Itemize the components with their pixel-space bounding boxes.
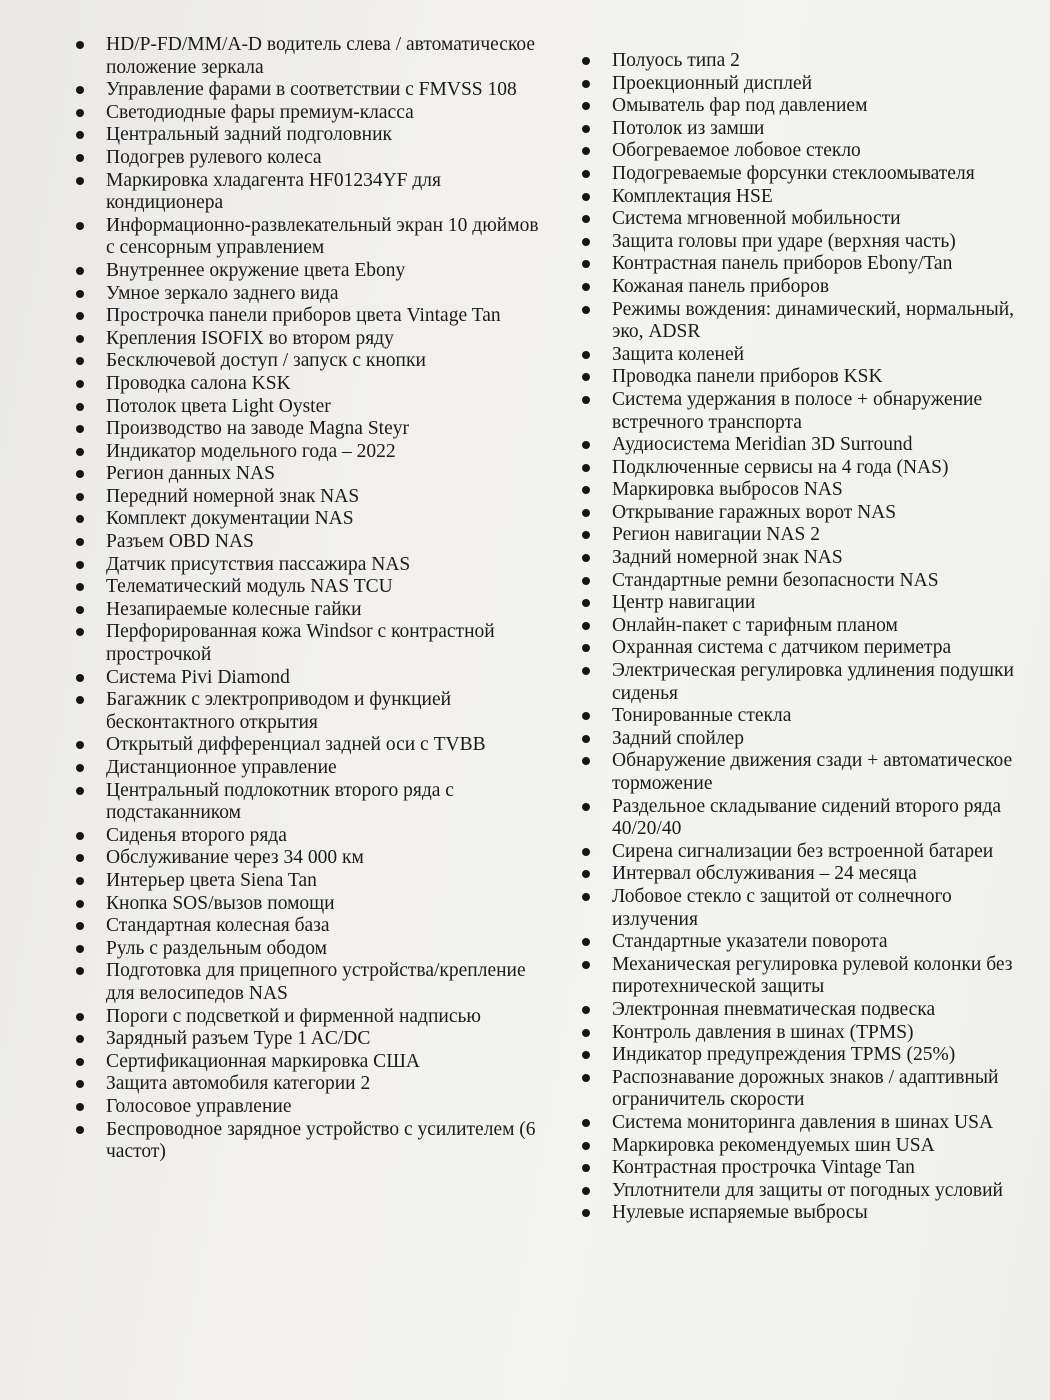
bullet-icon bbox=[76, 922, 84, 930]
feature-text: Контрастная прострочка Vintage Tan bbox=[612, 1157, 915, 1179]
feature-list-item bbox=[568, 1022, 1030, 1045]
feature-list-item bbox=[568, 841, 1030, 864]
bullet-icon bbox=[582, 577, 590, 585]
feature-list-item bbox=[62, 102, 552, 125]
bullet-icon bbox=[582, 1142, 590, 1150]
feature-text: Защита коленей bbox=[612, 343, 745, 365]
feature-list-item bbox=[62, 893, 552, 916]
feature-list-item bbox=[62, 689, 552, 734]
bullet-icon bbox=[582, 1164, 590, 1172]
feature-text: Система Pivi Diamond bbox=[106, 666, 290, 688]
feature-list-item bbox=[62, 599, 552, 622]
bullet-icon bbox=[582, 599, 590, 607]
feature-list-item bbox=[62, 938, 552, 961]
feature-text: Багажник с электроприводом и функцией бесконтактного открытия bbox=[106, 689, 452, 733]
feature-text: Интерьер цвета Siena Tan bbox=[106, 869, 317, 891]
feature-list-item bbox=[568, 863, 1030, 886]
feature-text: Подготовка для прицепного устройства/крепление для велосипедов NAS bbox=[106, 960, 526, 1004]
feature-list-item bbox=[62, 124, 552, 147]
bullet-icon bbox=[76, 357, 84, 365]
feature-list-item bbox=[568, 140, 1030, 163]
feature-text: Распознавание дорожных знаков / адаптивный ограничитель скорости bbox=[612, 1066, 999, 1111]
feature-text: Бесключевой доступ / запуск с кнопки bbox=[106, 350, 426, 372]
feature-text: Голосовое управление bbox=[106, 1095, 292, 1117]
feature-list-item bbox=[62, 576, 552, 599]
bullet-icon bbox=[582, 464, 590, 472]
feature-list-item bbox=[62, 418, 552, 441]
feature-text: Обслуживание через 34 000 км bbox=[106, 847, 364, 869]
feature-text: Крепления ISOFIX во втором ряду bbox=[106, 327, 394, 349]
feature-text: Система мониторинга давления в шинах USA bbox=[612, 1111, 994, 1133]
bullet-icon bbox=[582, 622, 590, 630]
bullet-icon bbox=[76, 1080, 84, 1088]
feature-list-item bbox=[568, 750, 1030, 795]
bullet-icon bbox=[582, 306, 590, 314]
feature-text: Центральный задний подголовник bbox=[106, 124, 393, 146]
feature-text: Система мгновенной мобильности bbox=[612, 208, 901, 230]
bullet-icon bbox=[76, 177, 84, 185]
feature-list-item bbox=[568, 344, 1030, 367]
feature-list-item bbox=[568, 592, 1030, 615]
feature-text: Лобовое стекло с защитой от солнечного излучения bbox=[612, 885, 952, 930]
feature-list-item bbox=[568, 479, 1030, 502]
feature-text: Подключенные сервисы на 4 года (NAS) bbox=[612, 456, 949, 478]
feature-text: Тонированные стекла bbox=[612, 705, 792, 727]
feature-text: Электронная пневматическая подвеска bbox=[612, 998, 936, 1020]
feature-list-item bbox=[62, 915, 552, 938]
feature-text: Сиденья второго ряда bbox=[106, 824, 287, 846]
feature-list-item bbox=[62, 1096, 552, 1119]
feature-list-item bbox=[568, 1202, 1030, 1225]
feature-text: Механическая регулировка рулевой колонки без пиротехнической защиты bbox=[612, 953, 1013, 998]
feature-list-item bbox=[62, 373, 552, 396]
bullet-icon bbox=[76, 1035, 84, 1043]
feature-list-item bbox=[62, 825, 552, 848]
feature-list-item bbox=[568, 954, 1030, 999]
feature-text: Кнопка SOS/вызов помощи bbox=[106, 892, 335, 914]
feature-text: Маркировка выбросов NAS bbox=[612, 479, 843, 501]
bullet-icon bbox=[76, 606, 84, 614]
feature-text: Незапираемые колесные гайки bbox=[106, 598, 362, 620]
feature-text: Онлайн-пакет с тарифным планом bbox=[612, 614, 898, 636]
right-feature-list bbox=[568, 50, 1030, 1225]
feature-list-item bbox=[62, 1006, 552, 1029]
feature-list-item bbox=[62, 215, 552, 260]
feature-text: Управление фарами в соответствии с FMVSS 108 bbox=[106, 79, 517, 101]
feature-text: Нулевые испаряемые выбросы bbox=[612, 1202, 868, 1224]
feature-list-item bbox=[62, 170, 552, 215]
bullet-icon bbox=[76, 222, 84, 230]
feature-text: Обогреваемое лобовое стекло bbox=[612, 140, 861, 162]
feature-list-item bbox=[568, 186, 1030, 209]
bullet-icon bbox=[76, 470, 84, 478]
bullet-icon bbox=[582, 373, 590, 381]
feature-text: Разъем OBD NAS bbox=[106, 531, 254, 553]
bullet-icon bbox=[582, 1006, 590, 1014]
bullet-icon bbox=[76, 696, 84, 704]
feature-text: Комплектация HSE bbox=[612, 185, 773, 207]
feature-text: Защита автомобиля категории 2 bbox=[106, 1073, 371, 1095]
feature-list-item bbox=[568, 1112, 1030, 1135]
feature-list-item bbox=[568, 95, 1030, 118]
bullet-icon bbox=[76, 1126, 84, 1134]
feature-list-item bbox=[62, 328, 552, 351]
feature-list-item bbox=[568, 434, 1030, 457]
feature-text: Передний номерной знак NAS bbox=[106, 485, 360, 507]
bullet-icon bbox=[582, 644, 590, 652]
feature-text: Подогрев рулевого колеса bbox=[106, 146, 322, 168]
feature-list-item bbox=[62, 757, 552, 780]
feature-text: Производство на заводе Magna Steyr bbox=[106, 418, 410, 440]
bullet-icon bbox=[582, 757, 590, 765]
feature-list-item bbox=[568, 73, 1030, 96]
feature-list-item bbox=[568, 1135, 1030, 1158]
bullet-icon bbox=[76, 86, 84, 94]
feature-text: Светодиодные фары премиум-класса bbox=[106, 101, 414, 123]
feature-text: Задний спойлер bbox=[612, 727, 744, 749]
feature-list-item bbox=[568, 705, 1030, 728]
feature-list-item bbox=[568, 570, 1030, 593]
feature-list-item bbox=[62, 260, 552, 283]
feature-text: Раздельное складывание сидений второго ряда 40/20/40 bbox=[612, 795, 1002, 840]
feature-list-item bbox=[568, 457, 1030, 480]
feature-list-item bbox=[568, 253, 1030, 276]
feature-text: Режимы вождения: динамический, нормальный, эко, ADSR bbox=[612, 298, 1015, 343]
feature-text: Зарядный разъем Type 1 AC/DC bbox=[106, 1028, 371, 1050]
bullet-icon bbox=[76, 425, 84, 433]
feature-list-item bbox=[62, 1073, 552, 1096]
feature-text: Полуось типа 2 bbox=[612, 50, 740, 71]
bullet-icon bbox=[582, 170, 590, 178]
bullet-icon bbox=[582, 80, 590, 88]
feature-list-item bbox=[62, 531, 552, 554]
feature-text: Уплотнители для защиты от погодных условий bbox=[612, 1179, 1003, 1201]
feature-list-item bbox=[62, 486, 552, 509]
feature-list-item bbox=[62, 667, 552, 690]
feature-text: Потолок цвета Light Oyster bbox=[106, 395, 331, 417]
feature-list-item bbox=[568, 208, 1030, 231]
bullet-icon bbox=[582, 238, 590, 246]
feature-list-item bbox=[568, 886, 1030, 931]
feature-text: Беспроводное зарядное устройство с усилителем (6 частот) bbox=[106, 1118, 536, 1163]
bullet-icon bbox=[76, 854, 84, 862]
feature-list-item bbox=[568, 1157, 1030, 1180]
feature-text: Комплект документации NAS bbox=[106, 508, 354, 530]
feature-list-item bbox=[568, 1067, 1030, 1112]
feature-list-item bbox=[568, 547, 1030, 570]
bullet-icon bbox=[76, 131, 84, 139]
feature-text: Интервал обслуживания – 24 месяца bbox=[612, 863, 917, 885]
bullet-icon bbox=[76, 945, 84, 953]
feature-list-item bbox=[62, 1119, 552, 1164]
feature-text: Пороги с подсветкой и фирменной надписью bbox=[106, 1005, 481, 1027]
feature-text: Маркировка хладагента HF01234YF для кондиционера bbox=[106, 169, 442, 214]
feature-list-item bbox=[62, 305, 552, 328]
bullet-icon bbox=[582, 283, 590, 291]
bullet-icon bbox=[582, 215, 590, 223]
feature-text: Электрическая регулировка удлинения подушки сиденья bbox=[612, 660, 1014, 704]
feature-text: Кожаная панель приборов bbox=[612, 275, 830, 297]
bullet-icon bbox=[76, 832, 84, 840]
bullet-icon bbox=[582, 1074, 590, 1082]
feature-list-item bbox=[568, 931, 1030, 954]
bullet-icon bbox=[76, 380, 84, 388]
left-feature-list bbox=[62, 34, 552, 1164]
bullet-icon bbox=[582, 509, 590, 517]
feature-text: Регион данных NAS bbox=[106, 463, 275, 485]
bullet-icon bbox=[76, 109, 84, 117]
feature-text: Стандартная колесная база bbox=[106, 915, 330, 937]
feature-text: Индикатор модельного года – 2022 bbox=[106, 440, 396, 462]
feature-text: Охранная система с датчиком периметра bbox=[612, 637, 952, 659]
feature-text: Проводка салона KSK bbox=[106, 372, 291, 394]
bullet-icon bbox=[582, 848, 590, 856]
bullet-icon bbox=[582, 1119, 590, 1127]
bullet-icon bbox=[76, 967, 84, 975]
bullet-icon bbox=[76, 335, 84, 343]
feature-list-item bbox=[62, 960, 552, 1005]
feature-list-item bbox=[62, 1028, 552, 1051]
bullet-icon bbox=[582, 667, 590, 675]
bullet-icon bbox=[76, 267, 84, 275]
feature-text: Сирена сигнализации без встроенной батареи bbox=[612, 840, 994, 862]
bullet-icon bbox=[76, 1013, 84, 1021]
bullet-icon bbox=[582, 193, 590, 201]
feature-list-item bbox=[62, 34, 552, 79]
bullet-icon bbox=[76, 561, 84, 569]
feature-list-item bbox=[568, 276, 1030, 299]
feature-list-item bbox=[62, 463, 552, 486]
feature-list-item bbox=[62, 870, 552, 893]
feature-list-item bbox=[568, 796, 1030, 841]
bullet-icon bbox=[76, 764, 84, 772]
feature-list-item bbox=[568, 524, 1030, 547]
feature-list-item bbox=[568, 660, 1030, 705]
feature-text: Маркировка рекомендуемых шин USA bbox=[612, 1134, 935, 1156]
bullet-icon bbox=[582, 961, 590, 969]
feature-text: Телематический модуль NAS TCU bbox=[106, 576, 393, 598]
feature-list-item bbox=[568, 50, 1030, 73]
bullet-icon bbox=[76, 515, 84, 523]
feature-list-item bbox=[62, 147, 552, 170]
feature-list-item bbox=[62, 1051, 552, 1074]
feature-text: Внутреннее окружение цвета Ebony bbox=[106, 259, 406, 281]
bullet-icon bbox=[582, 803, 590, 811]
bullet-icon bbox=[76, 154, 84, 162]
feature-list-item bbox=[568, 502, 1030, 525]
feature-list-item bbox=[568, 118, 1030, 141]
feature-list-item bbox=[568, 1180, 1030, 1203]
feature-list-item bbox=[62, 396, 552, 419]
bullet-icon bbox=[582, 554, 590, 562]
feature-text: Открытый дифференциал задней оси с TVBB bbox=[106, 734, 486, 756]
feature-text: Проекционный дисплей bbox=[612, 72, 813, 94]
feature-list-item bbox=[62, 734, 552, 757]
feature-text: Индикатор предупреждения TPMS (25%) bbox=[612, 1044, 956, 1066]
feature-list-item bbox=[568, 299, 1030, 344]
feature-text: Подогреваемые форсунки стеклоомывателя bbox=[612, 162, 975, 184]
bullet-icon bbox=[582, 1209, 590, 1217]
bullet-icon bbox=[76, 741, 84, 749]
bullet-icon bbox=[76, 538, 84, 546]
bullet-icon bbox=[582, 1029, 590, 1037]
bullet-icon bbox=[582, 102, 590, 110]
feature-list-item bbox=[62, 441, 552, 464]
bullet-icon bbox=[76, 900, 84, 908]
bullet-icon bbox=[582, 712, 590, 720]
bullet-icon bbox=[582, 486, 590, 494]
bullet-icon bbox=[582, 351, 590, 359]
feature-list-item bbox=[62, 350, 552, 373]
feature-text: Омыватель фар под давлением bbox=[612, 95, 868, 117]
feature-list-item bbox=[62, 79, 552, 102]
bullet-icon bbox=[76, 290, 84, 298]
feature-list-item bbox=[62, 508, 552, 531]
feature-list-item bbox=[568, 231, 1030, 254]
bullet-icon bbox=[582, 531, 590, 539]
bullet-icon bbox=[582, 396, 590, 404]
feature-text: Перфорированная кожа Windsor с контрастной прострочкой bbox=[106, 621, 495, 666]
bullet-icon bbox=[582, 260, 590, 268]
feature-list-item bbox=[568, 728, 1030, 751]
bullet-icon bbox=[582, 870, 590, 878]
bullet-icon bbox=[76, 1058, 84, 1066]
feature-list-item bbox=[62, 847, 552, 870]
bullet-icon bbox=[76, 41, 84, 49]
bullet-icon bbox=[76, 787, 84, 795]
bullet-icon bbox=[582, 735, 590, 743]
feature-list-item bbox=[62, 283, 552, 306]
feature-list-item bbox=[568, 999, 1030, 1022]
bullet-icon bbox=[582, 938, 590, 946]
feature-text: Центральный подлокотник второго ряда с подстаканником bbox=[106, 779, 454, 824]
feature-text: Аудиосистема Meridian 3D Surround bbox=[612, 434, 913, 456]
feature-text: Регион навигации NAS 2 bbox=[612, 524, 820, 546]
feature-text: Потолок из замши bbox=[612, 117, 765, 139]
bullet-icon bbox=[582, 125, 590, 133]
feature-text: Стандартные ремни безопасности NAS bbox=[612, 569, 939, 591]
bullet-icon bbox=[76, 493, 84, 501]
feature-text: Открывание гаражных ворот NAS bbox=[612, 501, 897, 523]
feature-text: Дистанционное управление bbox=[106, 757, 337, 778]
feature-text: Контроль давления в шинах (TPMS) bbox=[612, 1021, 914, 1043]
bullet-icon bbox=[582, 57, 590, 65]
feature-text: Руль с раздельным ободом bbox=[106, 937, 327, 959]
feature-list-item bbox=[568, 637, 1030, 660]
feature-text: Контрастная панель приборов Ebony/Tan bbox=[612, 253, 953, 275]
bullet-icon bbox=[582, 1187, 590, 1195]
feature-list-item bbox=[568, 615, 1030, 638]
feature-text: Система удержания в полосе + обнаружение встречного транспорта bbox=[612, 388, 983, 433]
bullet-icon bbox=[76, 583, 84, 591]
bullet-icon bbox=[582, 147, 590, 155]
bullet-icon bbox=[76, 448, 84, 456]
feature-text: HD/P-FD/MM/A-D водитель слева / автоматическое положение зеркала bbox=[106, 34, 536, 78]
bullet-icon bbox=[76, 674, 84, 682]
bullet-icon bbox=[582, 1051, 590, 1059]
feature-text: Центр навигации bbox=[612, 592, 756, 614]
feature-list-item bbox=[62, 554, 552, 577]
feature-text: Защита головы при ударе (верхняя часть) bbox=[612, 230, 956, 252]
bullet-icon bbox=[582, 893, 590, 901]
feature-text: Умное зеркало заднего вида bbox=[106, 282, 339, 304]
feature-text: Обнаружение движения сзади + автоматическое торможение bbox=[612, 750, 1013, 794]
feature-text: Проводка панели приборов KSK bbox=[612, 366, 883, 388]
bullet-icon bbox=[76, 312, 84, 320]
bullet-icon bbox=[76, 1103, 84, 1111]
feature-list-item bbox=[62, 621, 552, 666]
feature-text: Стандартные указатели поворота bbox=[612, 931, 888, 953]
bullet-icon bbox=[76, 628, 84, 636]
feature-list-item bbox=[568, 389, 1030, 434]
bullet-icon bbox=[582, 441, 590, 449]
feature-text: Информационно-развлекательный экран 10 дюймов с сенсорным управлением bbox=[106, 214, 539, 259]
feature-text: Сертификационная маркировка США bbox=[106, 1050, 420, 1072]
bullet-icon bbox=[76, 403, 84, 411]
feature-list-item bbox=[568, 163, 1030, 186]
feature-list-item bbox=[62, 780, 552, 825]
feature-list-item bbox=[568, 1044, 1030, 1067]
feature-text: Прострочка панели приборов цвета Vintage Tan bbox=[106, 305, 501, 327]
bullet-icon bbox=[76, 877, 84, 885]
feature-list-item bbox=[568, 366, 1030, 389]
feature-text: Задний номерной знак NAS bbox=[612, 547, 843, 569]
feature-text: Датчик присутствия пассажира NAS bbox=[106, 553, 411, 575]
